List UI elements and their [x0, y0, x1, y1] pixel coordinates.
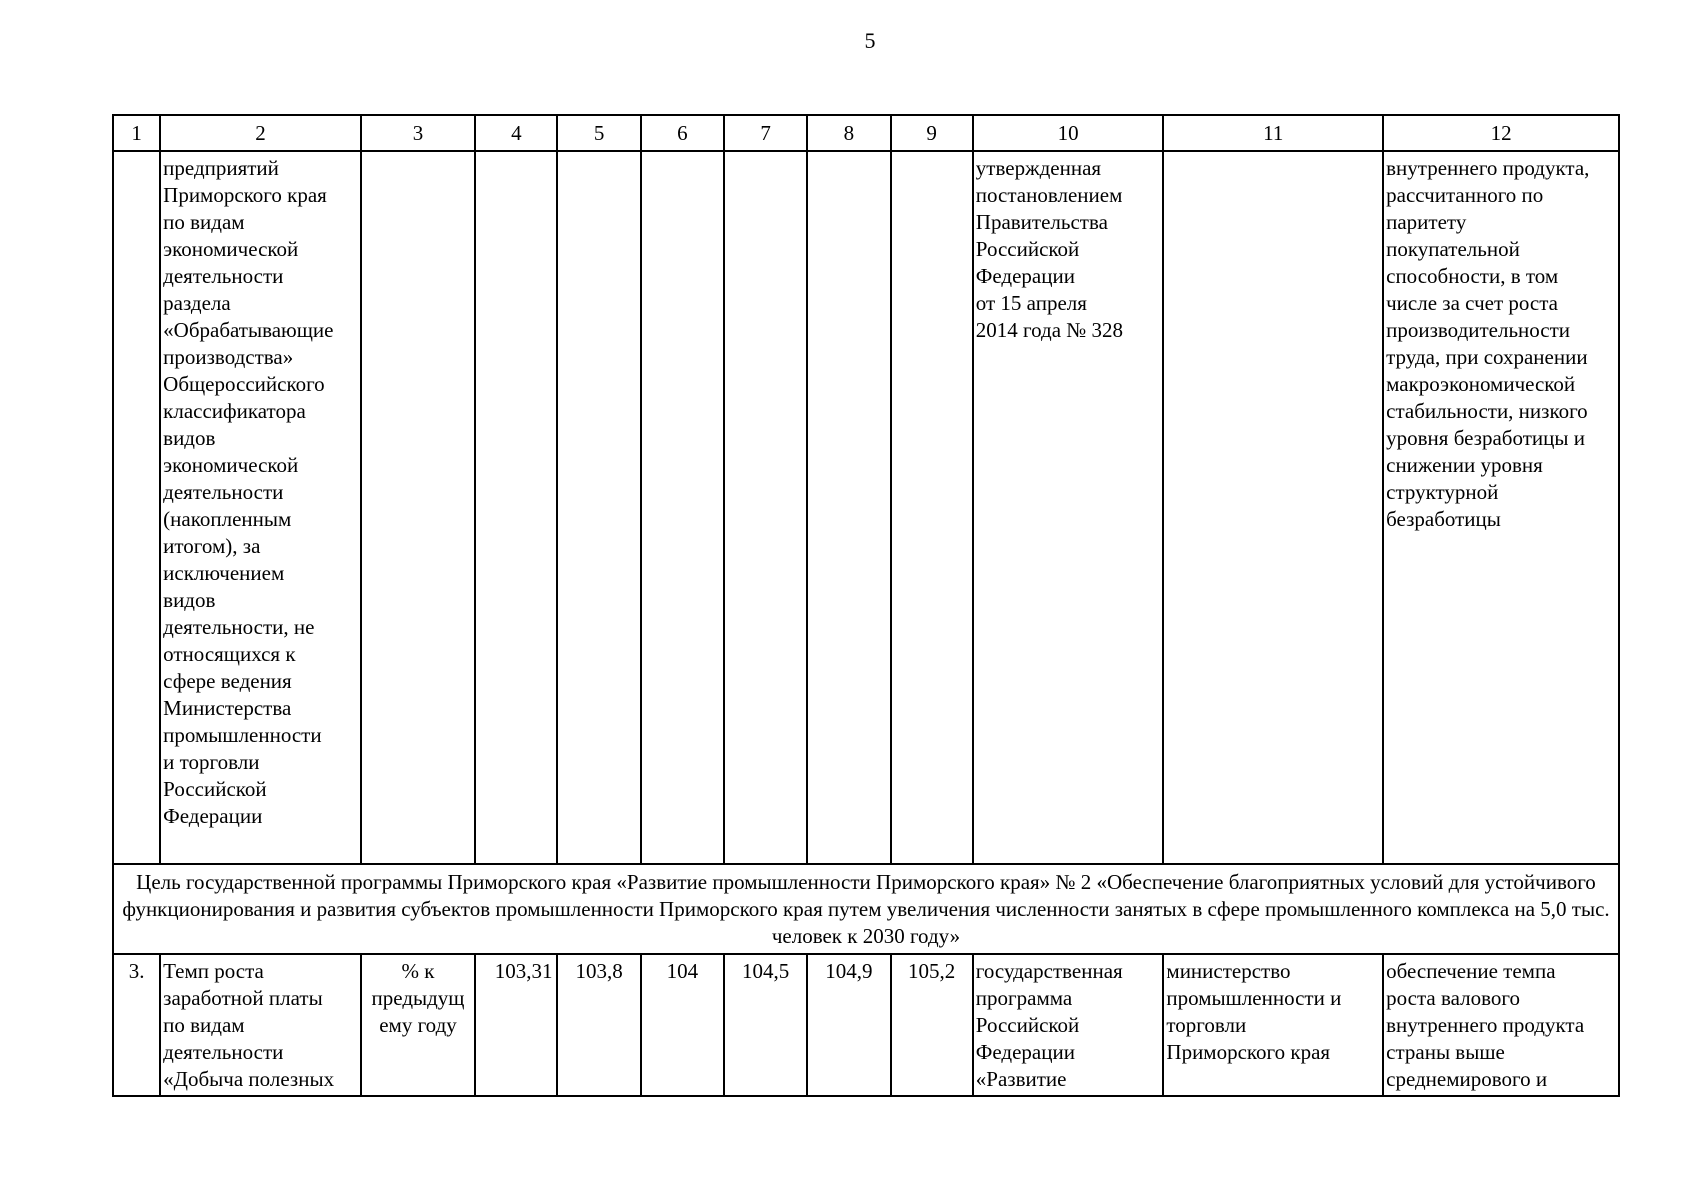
- source-cell: государственная программа Российской Федерации «Развитие: [973, 954, 1164, 1096]
- table-cell: [475, 151, 557, 864]
- value-cell: 104,5: [724, 954, 807, 1096]
- responsible-cell: министерство промышленности и торговли Приморского края: [1163, 954, 1383, 1096]
- column-header: 2: [160, 115, 361, 151]
- table-cell: [641, 151, 724, 864]
- value-cell: 103,8: [557, 954, 640, 1096]
- value-cell: 104,9: [807, 954, 890, 1096]
- table-cell: [1163, 151, 1383, 864]
- column-header: 5: [557, 115, 640, 151]
- indicator-name-cell: Темп роста заработной платы по видам деятельности «Добыча полезных: [160, 954, 361, 1096]
- goal-link-cell: обеспечение темпа роста валового внутреннего продукта страны выше среднемирового и: [1383, 954, 1619, 1096]
- program-goal-text: Цель государственной программы Приморского края «Развитие промышленности Приморского края» № 2 «Обеспечение благоприятных условий для устойчивого функционирования и развития субъектов промышленности Приморского края путем увеличения численности занятых в сфере промышленного комплекса на 5,0 тыс. человек к 2030 году»: [113, 864, 1619, 954]
- column-header: 12: [1383, 115, 1619, 151]
- column-header: 1: [113, 115, 160, 151]
- goal-link-cell: внутреннего продукта, рассчитанного по паритету покупательной способности, в том числе за счет роста производительности труда, при сохранении макроэкономической стабильности, низкого уровня безработицы и снижении уровня структурной безработицы: [1383, 151, 1619, 864]
- row-number-cell: 3.: [113, 954, 160, 1096]
- indicator-name-cell: предприятий Приморского края по видам экономической деятельности раздела «Обрабатывающие производства» Общероссийского классификатора видов экономической деятельности (накопленным итогом), за исключением видов деятельности, не относящихся к сфере ведения Министерства промышленности и торговли Российской Федерации: [160, 151, 361, 864]
- table-row: [113, 151, 1619, 864]
- table-cell: [807, 151, 890, 864]
- goal-row: [113, 864, 1619, 954]
- column-header: 4: [475, 115, 557, 151]
- column-header: 6: [641, 115, 724, 151]
- table-cell: [361, 151, 475, 864]
- column-header: 7: [724, 115, 807, 151]
- table-cell: [891, 151, 973, 864]
- table-cell: [724, 151, 807, 864]
- page-number: 5: [864, 28, 876, 53]
- indicators-table: [112, 114, 1620, 1097]
- column-header: 9: [891, 115, 973, 151]
- value-cell: 103,31: [475, 954, 557, 1096]
- unit-cell: % к предыдущ ему году: [361, 954, 475, 1096]
- value-cell: 105,2: [891, 954, 973, 1096]
- table-header-row: [113, 115, 1619, 151]
- table-cell: [557, 151, 640, 864]
- column-header: 11: [1163, 115, 1383, 151]
- value-cell: 104: [641, 954, 724, 1096]
- column-header: 10: [973, 115, 1164, 151]
- table-row: [113, 954, 1619, 1096]
- column-header: 8: [807, 115, 890, 151]
- column-header: 3: [361, 115, 475, 151]
- source-cell: утвержденная постановлением Правительства Российской Федерации от 15 апреля 2014 года № 328: [973, 151, 1164, 864]
- table-cell: [113, 151, 160, 864]
